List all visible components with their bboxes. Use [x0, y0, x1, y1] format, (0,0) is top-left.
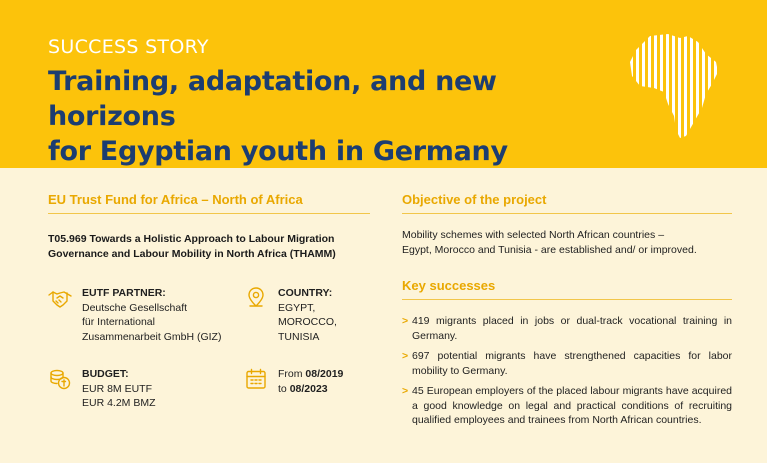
- success-marker: >: [402, 350, 409, 362]
- calendar-icon: [244, 367, 268, 391]
- project-title-line-1: T05.969 Towards a Holistic Approach to Labour Migration: [48, 233, 335, 245]
- story-kicker: SUCCESS STORY: [48, 36, 209, 58]
- objective-line-2: Egypt, Morocco and Tunisia - are established and/ or improved.: [402, 244, 697, 256]
- period-from: [278, 367, 343, 382]
- period-from-word: From: [278, 368, 306, 380]
- budget-line-2: EUR 4.2M BMZ: [82, 397, 156, 409]
- header-banner: [0, 0, 767, 168]
- success-item: [402, 384, 732, 428]
- objective-line-1: Mobility schemes with selected North African countries –: [402, 229, 665, 241]
- budget-info: [48, 367, 238, 407]
- partner-text: [82, 286, 221, 344]
- title-line-1: Training, adaptation, and new horizons: [48, 66, 497, 132]
- period-to: [278, 382, 343, 397]
- partner-line-1: Deutsche Gesellschaft: [82, 301, 188, 314]
- successes-list: [402, 314, 732, 428]
- country-line-2: TUNISIA: [278, 330, 320, 343]
- partner-line-2: für International: [82, 316, 155, 328]
- africa-map-icon: [628, 32, 720, 140]
- success-item: [402, 314, 732, 343]
- left-column: [48, 192, 370, 262]
- period-to-word: to: [278, 382, 290, 395]
- budget-line-1: EUR 8M EUTF: [82, 382, 153, 395]
- period-info: [244, 367, 374, 407]
- budget-text: [82, 367, 156, 411]
- country-label: COUNTRY:: [278, 287, 333, 299]
- success-text: 45 European employers of the placed labour migrants have acquired a good knowledge on legal and practical conditions of recruiting qualified employees and trainees from North African countries.: [412, 385, 732, 426]
- partner-line-3: Zusammenarbeit GmbH (GIZ): [82, 330, 222, 343]
- project-title-line-2: Governance and Labour Mobility in North Africa (THAMM): [48, 248, 336, 260]
- handshake-icon: [48, 286, 72, 310]
- success-text: 419 migrants placed in jobs or dual-track vocational training in Germany.: [412, 315, 732, 342]
- period-to-date: 08/2023: [289, 382, 328, 395]
- location-pin-icon: [244, 286, 268, 310]
- country-text: [278, 286, 374, 344]
- coins-icon: [48, 367, 72, 391]
- objective-text: [402, 228, 732, 258]
- partner-info: [48, 286, 248, 346]
- right-column: [402, 192, 732, 434]
- success-marker: >: [402, 385, 409, 397]
- success-item: [402, 349, 732, 378]
- period-text: [278, 367, 343, 396]
- fund-heading: EU Trust Fund for Africa – North of Africa: [48, 192, 370, 214]
- project-title: [48, 232, 370, 262]
- page-title: [48, 64, 608, 169]
- country-info: [244, 286, 374, 343]
- country-line-1: EGYPT, MOROCCO,: [278, 301, 337, 328]
- budget-label: BUDGET:: [82, 368, 129, 380]
- success-text: 697 potential migrants have strengthened capacities for labor mobility to Germany.: [412, 350, 732, 377]
- successes-heading: Key successes: [402, 278, 732, 300]
- period-from-date: 08/2019: [305, 368, 344, 380]
- title-line-2: for Egyptian youth in Germany: [48, 136, 508, 167]
- objective-heading: Objective of the project: [402, 192, 732, 214]
- success-marker: >: [402, 315, 409, 327]
- partner-label: EUTF PARTNER:: [82, 287, 166, 299]
